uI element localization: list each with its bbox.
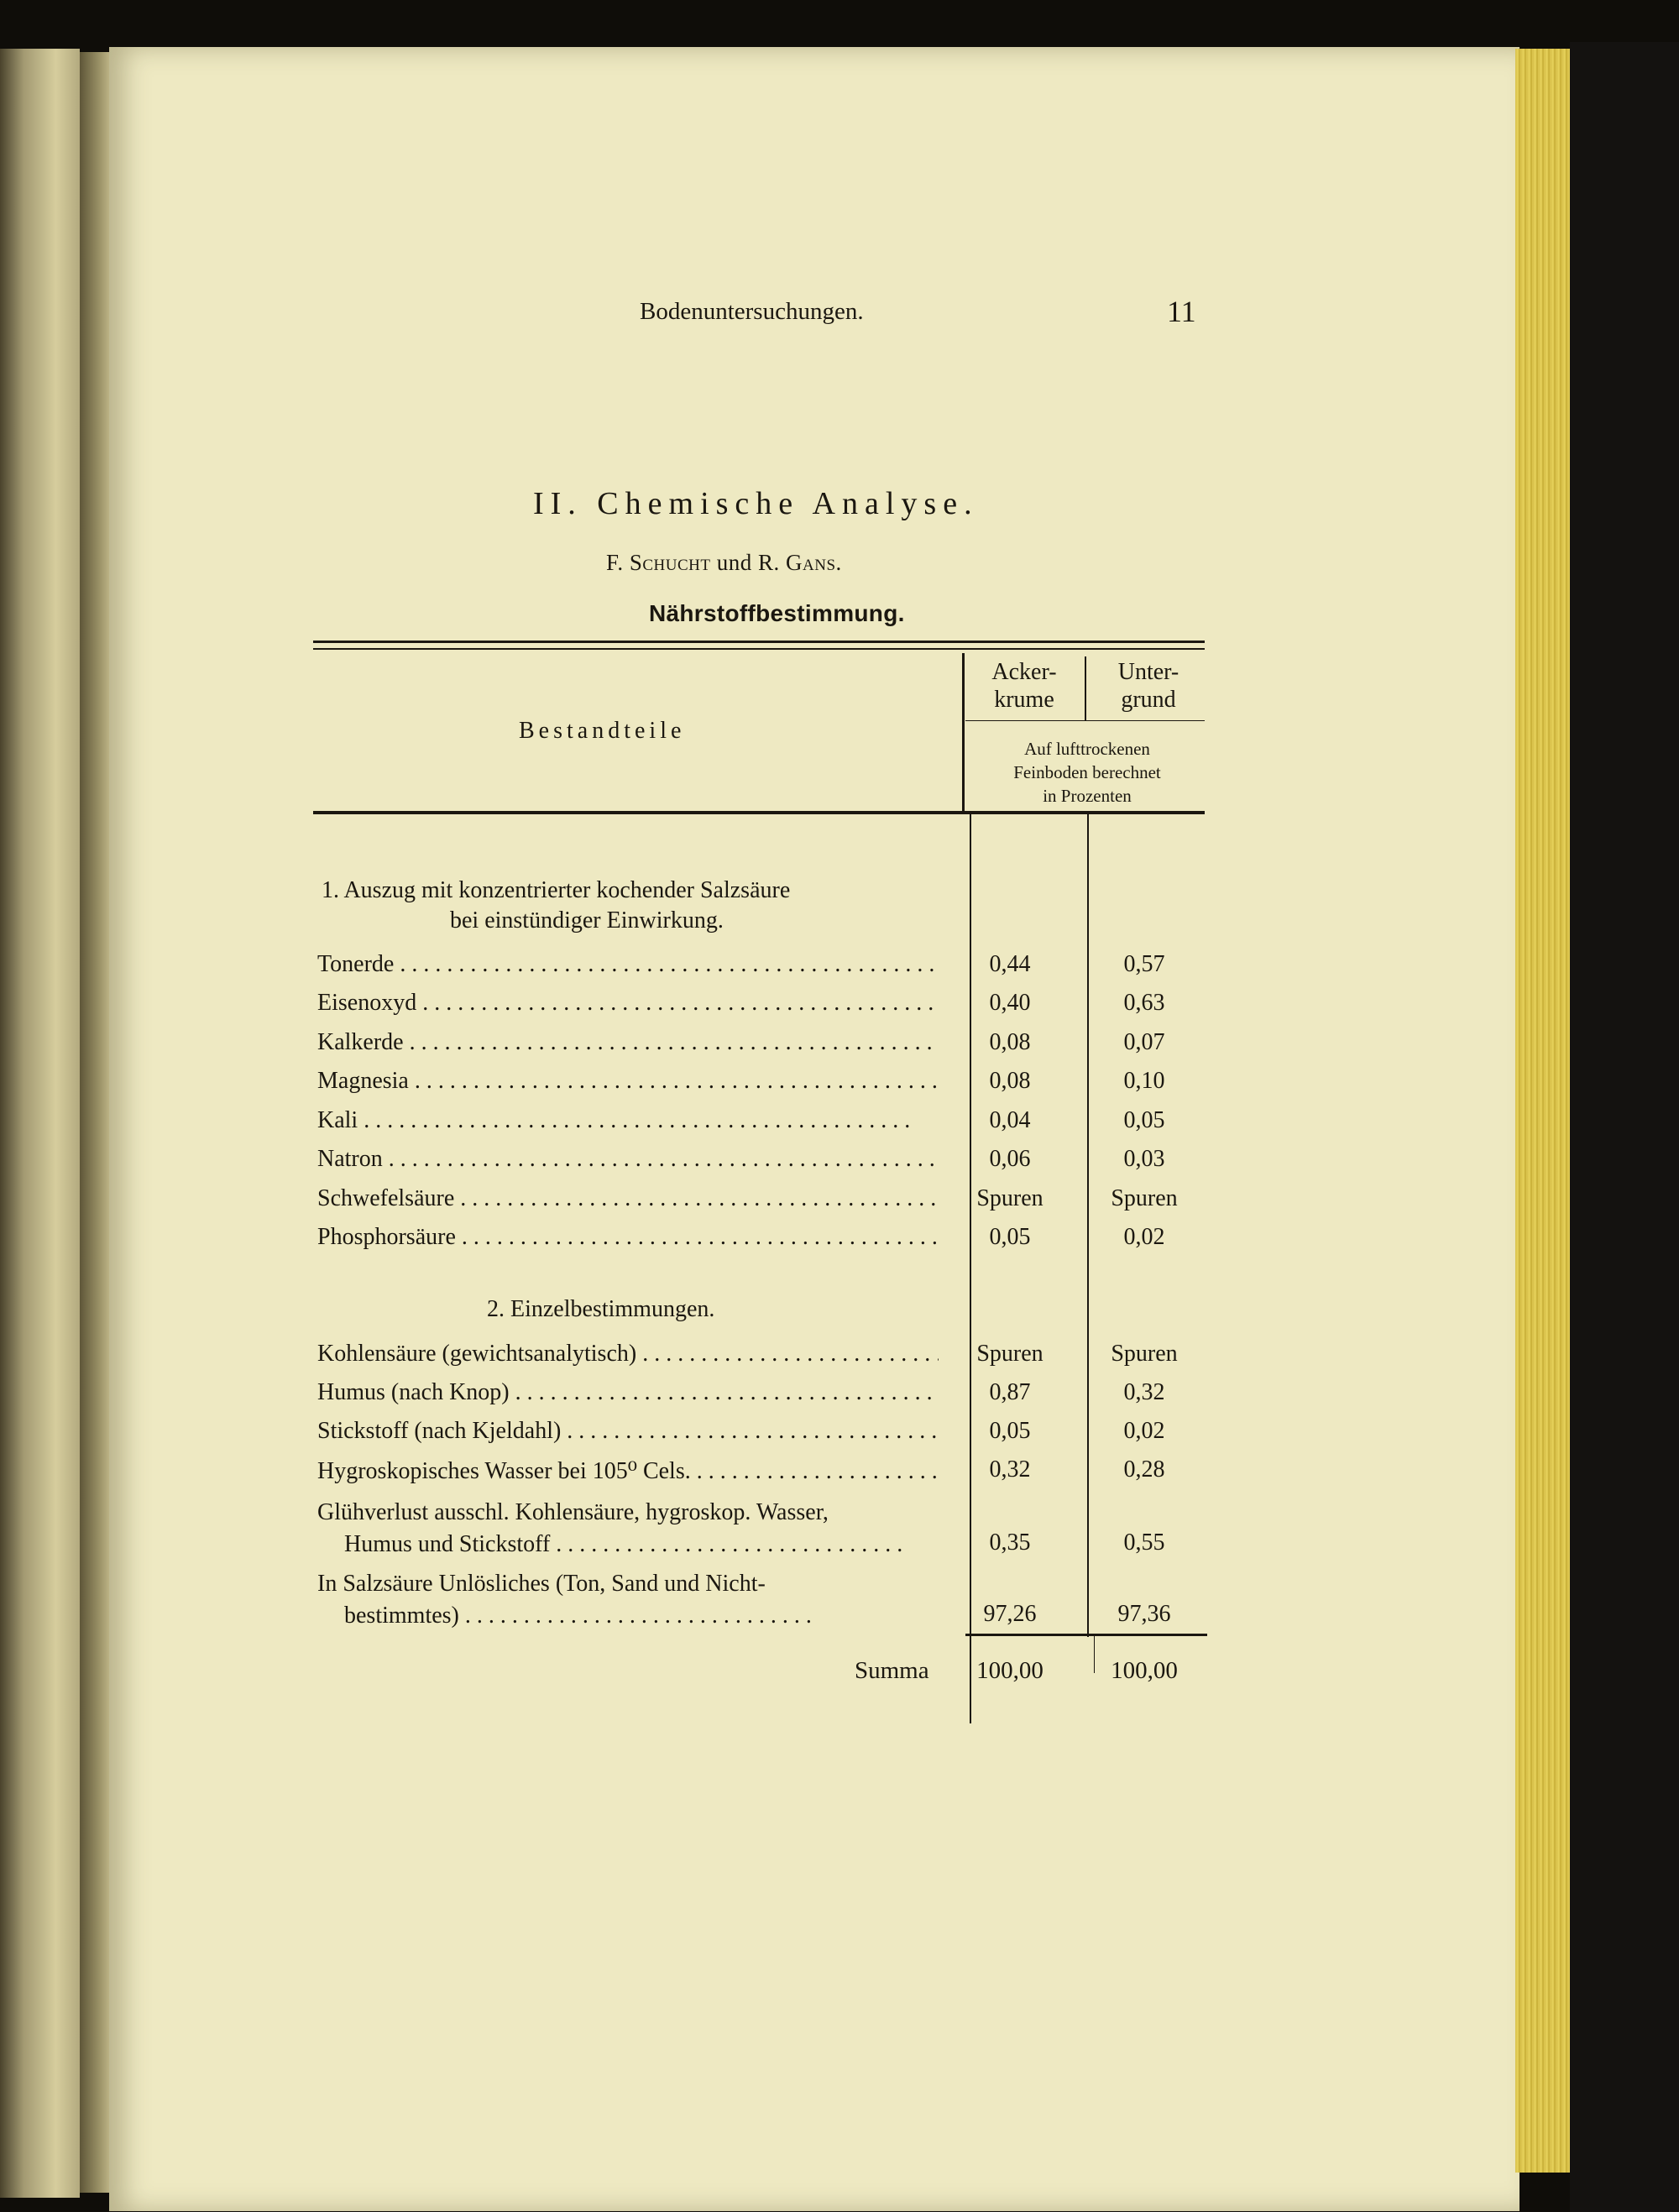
book-cover <box>1570 42 1679 2212</box>
section-heading: Nährstoffbestimmung. <box>649 600 905 626</box>
row-label-line2: Humus und Stickstoff . . . <box>317 1529 939 1561</box>
author-1: F. Schucht <box>606 550 711 575</box>
column-header-bestandteile: Bestandteile <box>519 718 686 744</box>
sum-untergrund: 100,00 <box>1111 1657 1178 1684</box>
row-label: Kali . . . <box>317 1107 939 1134</box>
author-joiner: und <box>710 550 758 575</box>
row-label-line1: In Salzsäure Unlösliches (Ton, Sand und Nicht- <box>317 1571 766 1597</box>
row-label: Humus (nach Knop) . . . <box>317 1379 939 1406</box>
group-heading-2: 2. Einzelbestimmungen. <box>487 1296 715 1322</box>
value-untergrund: 0,57 <box>1123 951 1165 977</box>
group-heading-1 <box>322 876 976 936</box>
row-label: Natron . . . <box>317 1146 939 1173</box>
row-label-line1: Glühverlust ausschl. Kohlensäure, hygroskop. Wasser, <box>317 1499 829 1525</box>
row-label: Kalkerde . . . <box>317 1029 939 1056</box>
sum-label: Summa <box>855 1657 929 1684</box>
value-untergrund: 0,55 <box>1123 1530 1165 1556</box>
value-ackerkrume: 0,87 <box>989 1379 1031 1405</box>
row-label: Kohlensäure (gewichtsanalytisch) . . . <box>317 1341 939 1367</box>
page-number: 11 <box>1167 295 1196 328</box>
page-edges <box>1515 49 1570 2173</box>
value-ackerkrume: 0,32 <box>989 1456 1031 1483</box>
row-label: Hygroskopisches Wasser bei 105⁰ Cels. . . . <box>317 1456 939 1485</box>
header-line: Unter- <box>1117 659 1179 685</box>
table-row-multiline <box>317 1497 1207 1561</box>
table-row <box>317 951 1207 988</box>
value-untergrund: 0,03 <box>1123 1146 1165 1172</box>
running-head: Bodenuntersuchungen. <box>640 298 864 325</box>
sum-ackerkrume: 100,00 <box>976 1657 1043 1684</box>
row-label: Schwefelsäure . . . <box>317 1185 939 1212</box>
col2-divider-header <box>1085 656 1086 720</box>
value-untergrund: 97,36 <box>1117 1601 1171 1627</box>
table-row <box>317 990 1207 1027</box>
column-header-ackerkrume <box>965 658 1083 714</box>
table-top-rule-2 <box>313 648 1205 650</box>
table-header-rule <box>313 811 1205 814</box>
value-untergrund: 0,02 <box>1123 1418 1165 1444</box>
value-untergrund: 0,05 <box>1123 1107 1165 1133</box>
column-header-note <box>974 737 1200 808</box>
value-ackerkrume: 0,44 <box>989 951 1031 977</box>
table-top-rule-1 <box>313 641 1205 643</box>
column-header-untergrund <box>1090 658 1207 714</box>
value-untergrund: 0,28 <box>1123 1456 1165 1483</box>
table-row-multiline <box>317 1568 1207 1632</box>
table-row <box>317 1107 1207 1144</box>
value-ackerkrume: 0,08 <box>989 1029 1031 1055</box>
note-line: Feinboden berechnet <box>1013 762 1161 782</box>
value-ackerkrume: 0,08 <box>989 1068 1031 1094</box>
table-row <box>317 1224 1207 1261</box>
row-label: Phosphorsäure . . . <box>317 1224 939 1251</box>
table-row <box>317 1185 1207 1222</box>
value-ackerkrume: 0,05 <box>989 1224 1031 1250</box>
row-label: Eisenoxyd . . . <box>317 990 939 1017</box>
value-ackerkrume: Spuren <box>976 1341 1043 1367</box>
table-row <box>317 1379 1207 1416</box>
value-untergrund: 0,32 <box>1123 1379 1165 1405</box>
note-line: Auf lufttrockenen <box>1024 739 1150 759</box>
header-line: krume <box>994 687 1054 713</box>
table-row <box>317 1146 1207 1183</box>
value-untergrund: Spuren <box>1111 1185 1178 1211</box>
group-heading-line: 1. Auszug mit konzentrierter kochender Salzsäure <box>322 877 791 903</box>
value-ackerkrume: 0,35 <box>989 1530 1031 1556</box>
group-heading-line: bei einstündiger Einwirkung. <box>450 907 724 933</box>
row-label: Stickstoff (nach Kjeldahl) . . . <box>317 1418 939 1445</box>
author-2: R. Gans. <box>758 550 842 575</box>
header-split-rule <box>965 720 1205 721</box>
value-untergrund: 0,02 <box>1123 1224 1165 1250</box>
value-ackerkrume: 0,05 <box>989 1418 1031 1444</box>
col-divider-header <box>962 653 965 813</box>
value-ackerkrume: 0,06 <box>989 1146 1031 1172</box>
value-ackerkrume: Spuren <box>976 1185 1043 1211</box>
table-row <box>317 1341 1207 1378</box>
row-label: Magnesia . . . <box>317 1068 939 1095</box>
value-untergrund: 0,07 <box>1123 1029 1165 1055</box>
table-row <box>317 1456 1207 1493</box>
header-line: Acker- <box>991 659 1057 685</box>
value-untergrund: Spuren <box>1111 1341 1178 1367</box>
page-title: II. Chemische Analyse. <box>533 486 979 521</box>
table-row <box>317 1029 1207 1066</box>
table-row <box>317 1068 1207 1105</box>
sum-rule <box>965 1634 1207 1636</box>
authors <box>606 550 842 576</box>
note-line: in Prozenten <box>1043 786 1132 806</box>
table-row <box>317 1418 1207 1455</box>
left-page-edge <box>0 49 80 2198</box>
value-untergrund: 0,10 <box>1123 1068 1165 1094</box>
value-untergrund: 0,63 <box>1123 990 1165 1016</box>
book-gutter <box>80 52 113 2193</box>
header-line: grund <box>1121 687 1176 713</box>
row-label: Tonerde . . . <box>317 951 939 978</box>
value-ackerkrume: 0,04 <box>989 1107 1031 1133</box>
row-label-line2: bestimmtes) . . . <box>317 1600 939 1632</box>
value-ackerkrume: 0,40 <box>989 990 1031 1016</box>
value-ackerkrume: 97,26 <box>983 1601 1037 1627</box>
